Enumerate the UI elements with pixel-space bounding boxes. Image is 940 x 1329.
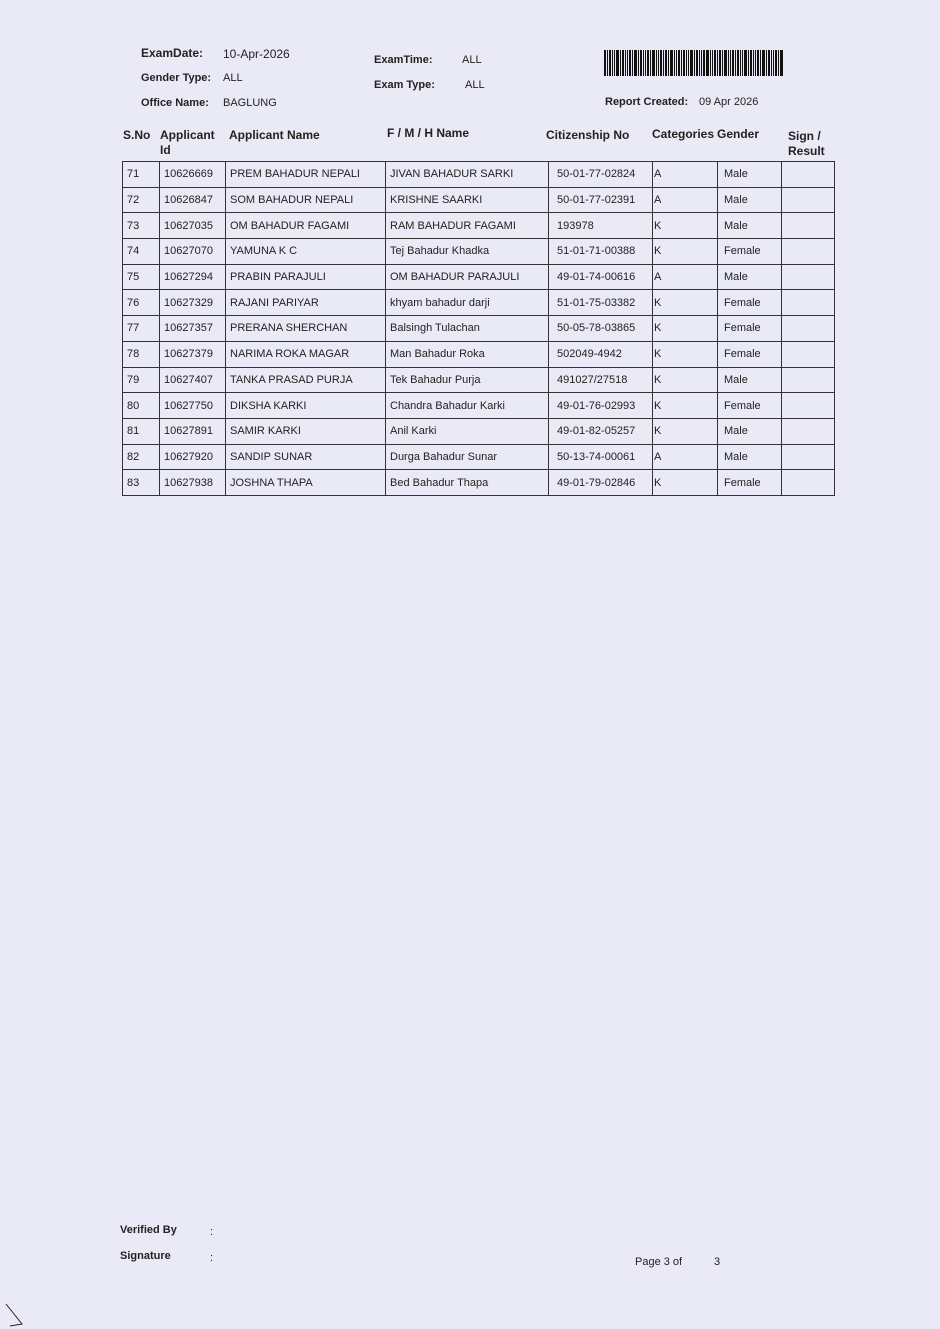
cell-category: K	[653, 418, 718, 444]
cell-gender: Male	[718, 162, 782, 188]
cell-sno: 75	[123, 264, 160, 290]
cell-applicant-name: PRERANA SHERCHAN	[226, 316, 386, 342]
table-row	[123, 444, 835, 470]
cell-fmh-name: OM BAHADUR PARAJULI	[386, 264, 549, 290]
page-indicator-prefix: Page 3 of	[635, 1256, 683, 1268]
cell-gender: Female	[718, 239, 782, 265]
cell-citizenship-no: 502049-4942	[549, 341, 653, 367]
col-applicant-id	[160, 128, 215, 158]
cell-gender: Female	[718, 393, 782, 419]
cell-fmh-name: RAM BAHADUR FAGAMI	[386, 213, 549, 239]
cell-sign-result	[782, 367, 835, 393]
cell-citizenship-no: 51-01-71-00388	[549, 239, 653, 265]
cell-fmh-name: Bed Bahadur Thapa	[386, 470, 549, 496]
cell-sign-result	[782, 239, 835, 265]
table-row	[123, 290, 835, 316]
cell-applicant-id: 10627891	[160, 418, 226, 444]
cell-citizenship-no: 49-01-79-02846	[549, 470, 653, 496]
cell-applicant-id: 10626847	[160, 187, 226, 213]
cell-fmh-name: Man Bahadur Roka	[386, 341, 549, 367]
cell-applicant-name: SANDIP SUNAR	[226, 444, 386, 470]
cell-gender: Male	[718, 187, 782, 213]
cell-citizenship-no: 50-13-74-00061	[549, 444, 653, 470]
report-created-value: 09 Apr 2026	[699, 96, 759, 108]
cell-applicant-id: 10627329	[160, 290, 226, 316]
col-categories: Categories	[652, 127, 715, 141]
report-created-label: Report Created:	[605, 96, 689, 108]
exam-time-label: ExamTime:	[374, 54, 433, 66]
cell-applicant-id: 10627379	[160, 341, 226, 367]
cell-applicant-name: OM BAHADUR FAGAMI	[226, 213, 386, 239]
cell-fmh-name: JIVAN BAHADUR SARKI	[386, 162, 549, 188]
table-row	[123, 213, 835, 239]
cell-fmh-name: Chandra Bahadur Karki	[386, 393, 549, 419]
cell-category: A	[653, 187, 718, 213]
cell-sign-result	[782, 393, 835, 419]
cell-applicant-name: RAJANI PARIYAR	[226, 290, 386, 316]
cell-sno: 82	[123, 444, 160, 470]
cell-sno: 80	[123, 393, 160, 419]
cell-citizenship-no: 50-01-77-02391	[549, 187, 653, 213]
col-applicant-id-line1: Applicant	[160, 128, 215, 142]
cell-sno: 78	[123, 341, 160, 367]
cell-applicant-id: 10627070	[160, 239, 226, 265]
cell-category: K	[653, 367, 718, 393]
col-applicant-id-line2: Id	[160, 143, 171, 157]
cell-applicant-name: TANKA PRASAD PURJA	[226, 367, 386, 393]
cell-category: K	[653, 239, 718, 265]
table-row	[123, 393, 835, 419]
cell-citizenship-no: 49-01-82-05257	[549, 418, 653, 444]
cell-applicant-name: NARIMA ROKA MAGAR	[226, 341, 386, 367]
cell-category: K	[653, 213, 718, 239]
exam-date-label: ExamDate:	[141, 46, 204, 60]
col-applicant-name: Applicant Name	[229, 128, 320, 142]
cell-sign-result	[782, 341, 835, 367]
table-row	[123, 187, 835, 213]
cell-category: K	[653, 341, 718, 367]
cell-applicant-name: PREM BAHADUR NEPALI	[226, 162, 386, 188]
cell-sign-result	[782, 264, 835, 290]
cell-sign-result	[782, 418, 835, 444]
cell-applicant-id: 10626669	[160, 162, 226, 188]
cell-sno: 76	[123, 290, 160, 316]
exam-time-value: ALL	[462, 54, 482, 66]
cell-citizenship-no: 49-01-74-00616	[549, 264, 653, 290]
table-row	[123, 341, 835, 367]
applicant-table	[122, 161, 835, 496]
table-row	[123, 316, 835, 342]
cell-citizenship-no: 51-01-75-03382	[549, 290, 653, 316]
cell-applicant-id: 10627035	[160, 213, 226, 239]
page-indicator-total: 3	[714, 1256, 721, 1268]
cell-gender: Male	[718, 264, 782, 290]
barcode	[604, 50, 834, 76]
cell-sno: 83	[123, 470, 160, 496]
cell-applicant-id: 10627294	[160, 264, 226, 290]
applicant-rows	[123, 162, 835, 496]
exam-type-value: ALL	[465, 79, 485, 91]
cell-fmh-name: khyam bahadur darji	[386, 290, 549, 316]
cell-applicant-id: 10627920	[160, 444, 226, 470]
col-sign-result	[788, 129, 825, 159]
cell-applicant-id: 10627938	[160, 470, 226, 496]
cell-gender: Male	[718, 213, 782, 239]
cell-sign-result	[782, 470, 835, 496]
cell-citizenship-no: 491027/27518	[549, 367, 653, 393]
col-sno: S.No	[123, 128, 151, 142]
cell-fmh-name: Anil Karki	[386, 418, 549, 444]
cell-sign-result	[782, 290, 835, 316]
cell-sno: 81	[123, 418, 160, 444]
gender-type-value: ALL	[223, 72, 243, 84]
cell-applicant-id: 10627357	[160, 316, 226, 342]
signature-label: Signature	[120, 1250, 171, 1262]
cell-citizenship-no: 49-01-76-02993	[549, 393, 653, 419]
exam-type-label: Exam Type:	[374, 79, 435, 91]
cell-gender: Male	[718, 444, 782, 470]
cell-gender: Female	[718, 290, 782, 316]
office-name-label: Office Name:	[141, 97, 209, 109]
cell-sign-result	[782, 316, 835, 342]
cell-fmh-name: Tej Bahadur Khadka	[386, 239, 549, 265]
cell-applicant-name: PRABIN PARAJULI	[226, 264, 386, 290]
cell-citizenship-no: 50-05-78-03865	[549, 316, 653, 342]
table-row	[123, 239, 835, 265]
cell-fmh-name: Balsingh Tulachan	[386, 316, 549, 342]
cell-sno: 74	[123, 239, 160, 265]
col-sign-line2: Result	[788, 144, 825, 158]
cell-gender: Female	[718, 316, 782, 342]
cell-applicant-name: SOM BAHADUR NEPALI	[226, 187, 386, 213]
cell-sno: 71	[123, 162, 160, 188]
office-name-value: BAGLUNG	[223, 97, 277, 109]
cell-citizenship-no: 50-01-77-02824	[549, 162, 653, 188]
cell-applicant-name: DIKSHA KARKI	[226, 393, 386, 419]
cell-category: A	[653, 162, 718, 188]
cell-sno: 73	[123, 213, 160, 239]
cell-sign-result	[782, 444, 835, 470]
cell-sign-result	[782, 213, 835, 239]
table-row	[123, 418, 835, 444]
cell-sno: 77	[123, 316, 160, 342]
exam-date-value: 10-Apr-2026	[223, 47, 290, 61]
cell-applicant-name: JOSHNA THAPA	[226, 470, 386, 496]
gender-type-label: Gender Type:	[141, 72, 212, 84]
col-citizenship-no: Citizenship No	[546, 128, 630, 142]
table-row	[123, 470, 835, 496]
cell-applicant-name: SAMIR KARKI	[226, 418, 386, 444]
cell-gender: Female	[718, 470, 782, 496]
cell-gender: Male	[718, 367, 782, 393]
cell-category: A	[653, 444, 718, 470]
cell-applicant-id: 10627407	[160, 367, 226, 393]
cell-category: K	[653, 316, 718, 342]
cell-fmh-name: Durga Bahadur Sunar	[386, 444, 549, 470]
cell-sno: 72	[123, 187, 160, 213]
cell-category: K	[653, 290, 718, 316]
cell-citizenship-no: 193978	[549, 213, 653, 239]
cell-category: K	[653, 393, 718, 419]
cell-gender: Male	[718, 418, 782, 444]
cell-fmh-name: KRISHNE SAARKI	[386, 187, 549, 213]
page-curl-icon	[4, 1300, 26, 1328]
cell-applicant-name: YAMUNA K C	[226, 239, 386, 265]
verified-by-colon: :	[210, 1226, 214, 1238]
verified-by-label: Verified By	[120, 1224, 177, 1236]
col-gender: Gender	[717, 127, 760, 141]
cell-applicant-id: 10627750	[160, 393, 226, 419]
col-sign-line1: Sign /	[788, 129, 821, 143]
signature-colon: :	[210, 1252, 214, 1264]
table-row	[123, 162, 835, 188]
cell-sign-result	[782, 162, 835, 188]
cell-sign-result	[782, 187, 835, 213]
cell-category: A	[653, 264, 718, 290]
table-row	[123, 264, 835, 290]
cell-gender: Female	[718, 341, 782, 367]
cell-category: K	[653, 470, 718, 496]
col-fmh-name: F / M / H Name	[387, 126, 470, 140]
cell-fmh-name: Tek Bahadur Purja	[386, 367, 549, 393]
table-row	[123, 367, 835, 393]
cell-sno: 79	[123, 367, 160, 393]
